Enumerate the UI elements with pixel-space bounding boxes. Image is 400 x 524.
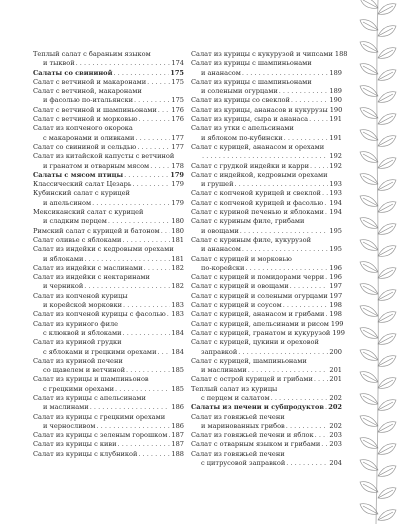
- page-number: 203: [329, 440, 342, 449]
- page-number: 200: [329, 347, 342, 356]
- toc-entry: [33, 171, 184, 180]
- toc-entry-title: Салат с курицей и соусом: [191, 301, 282, 310]
- page-number: 185: [171, 384, 184, 393]
- toc-entry-title-cont: с яблоками и грецкими орехами: [43, 347, 157, 356]
- dot-leader: [144, 264, 171, 273]
- toc-entry-title-cont: и яблоком по-кубински: [201, 133, 283, 142]
- dot-leader: [76, 59, 171, 68]
- toc-entry: [191, 171, 342, 190]
- toc-entry-title-cont: и солеными огурцами: [201, 87, 278, 96]
- toc-entry: [33, 152, 184, 171]
- toc-entry: [191, 199, 342, 208]
- page-number: 198: [329, 310, 342, 319]
- toc-entry-title: Римский салат с курицей и батоном: [33, 226, 160, 235]
- toc-entry: [191, 78, 342, 97]
- toc-entry-title: Салат с острой курицей и грибами: [191, 375, 313, 384]
- toc-entry-title: Салат с отварным языком и грибами: [191, 440, 321, 449]
- page-number: 190: [329, 96, 342, 105]
- dot-leader: [248, 366, 329, 375]
- toc-entry: [33, 413, 184, 432]
- page-number: 201: [329, 366, 342, 375]
- toc-entry-title-cont: со щавелем и ветчиной: [43, 366, 126, 375]
- page-number: 187: [171, 440, 184, 449]
- toc-entry-title: Салат с курицей, гранатом и кукурузой: [191, 328, 331, 337]
- toc-entry: [191, 96, 342, 105]
- toc-entry-title: Салат с курицей, ананасом и орехами: [191, 142, 325, 151]
- page-number: 180: [171, 226, 184, 235]
- toc-entry-title: Салат с курицей, цукини и ореховой: [191, 338, 319, 347]
- toc-entry-title: Салат с ветчиной и макаронами: [33, 77, 147, 86]
- toc-entry: [33, 273, 184, 292]
- toc-entry: [33, 338, 184, 357]
- page-number: 193: [329, 189, 342, 198]
- toc-entry-title-cont: и яблоками: [43, 254, 84, 263]
- dot-leader: [242, 69, 329, 78]
- page-number: 192: [329, 152, 342, 161]
- dot-leader: [158, 106, 171, 115]
- page-number: 186: [171, 421, 184, 430]
- toc-entry-title-cont: с цитрусовой заправкой: [201, 459, 286, 468]
- toc-entry: [33, 50, 184, 69]
- page-number: 199: [332, 328, 345, 337]
- toc-entry: [33, 320, 184, 339]
- toc-entry-title: Мексиканский салат с курицей: [33, 208, 144, 217]
- dot-leader: [137, 143, 170, 152]
- toc-entry-title-cont: и черносливом: [43, 421, 96, 430]
- toc-entry: [191, 357, 342, 376]
- toc-entry-title: Салат из куриного филе: [33, 319, 119, 328]
- toc-entry: [33, 124, 184, 143]
- leaf-shape: [360, 0, 378, 8]
- page-number: 182: [171, 263, 184, 272]
- toc-entry-title: Салат из курицы с клубникой: [33, 449, 138, 458]
- toc-entry: [33, 245, 184, 264]
- toc-entry-title-cont: заправкой: [201, 347, 238, 356]
- page-number: 201: [329, 375, 342, 384]
- toc-entry: [191, 375, 342, 384]
- toc-entry: [191, 328, 345, 338]
- page-number: 202: [329, 421, 342, 430]
- page-number: 189: [329, 68, 342, 77]
- toc-entry-title: Теплый салат из курицы: [191, 384, 278, 393]
- dot-leader: [325, 403, 327, 412]
- toc-entry: [191, 450, 342, 469]
- toc-entry: [191, 440, 342, 449]
- toc-entry-title-cont: по-корейски: [201, 263, 245, 272]
- toc-entry-title-cont: и апельсином: [43, 198, 92, 207]
- toc-entry: [191, 162, 342, 171]
- dot-leader: [108, 217, 171, 226]
- page-number: 179: [170, 170, 184, 179]
- page-number: 191: [329, 133, 342, 142]
- dot-leader: [134, 96, 170, 105]
- dot-leader: [132, 180, 170, 189]
- toc-left-column: [33, 50, 184, 459]
- toc-entry: [33, 180, 184, 189]
- page-number: 175: [171, 77, 184, 86]
- page-number: 176: [171, 105, 184, 114]
- toc-entry: [191, 236, 342, 255]
- toc-entry-title-cont: и черникой: [43, 282, 84, 291]
- toc-entry-title: Салат из индейки с нектаринами: [33, 273, 150, 282]
- dot-leader: [240, 227, 329, 236]
- toc-entry-title: Салат из говяжьей печени и яблок: [191, 431, 314, 440]
- dot-leader: [157, 348, 170, 357]
- dot-leader: [322, 189, 328, 198]
- dot-leader: [291, 96, 329, 105]
- dot-leader: [161, 227, 171, 236]
- toc-entry: [33, 292, 184, 311]
- page-number: 196: [329, 263, 342, 272]
- toc-entry: [33, 87, 184, 106]
- dot-leader: [138, 115, 170, 124]
- toc-entry: [33, 78, 184, 87]
- page-number: 185: [171, 366, 184, 375]
- dot-leader: [271, 394, 329, 403]
- page-number: 181: [171, 254, 184, 263]
- toc-entry: [191, 115, 342, 124]
- page-number: 183: [171, 310, 184, 319]
- dot-leader: [123, 329, 171, 338]
- toc-entry-title: Салат из говяжьей печени: [191, 412, 285, 421]
- page-number: 195: [329, 245, 342, 254]
- page-number: 202: [328, 403, 342, 412]
- toc-entry-title: Салат из курицы с кукурузой и чипсами: [191, 50, 333, 58]
- section-heading: Салаты из печени и субпродуктов: [191, 403, 324, 412]
- page-number: 178: [171, 161, 184, 170]
- toc-entry: [33, 143, 184, 152]
- toc-entry: [191, 273, 342, 282]
- toc-entry: [191, 106, 342, 115]
- toc-entry-title-cont: и ананасом: [201, 245, 241, 254]
- toc-entry: [191, 403, 342, 412]
- dot-leader: [92, 199, 170, 208]
- page-number: 175: [170, 68, 184, 77]
- toc-entry-title-cont: и сладким перцем: [43, 217, 107, 226]
- toc-entry-title: Салат с куриным филе, грибами: [191, 217, 305, 226]
- dot-leader: [234, 180, 328, 189]
- toc-entry-title: Салат с курицей и овощами: [191, 282, 289, 291]
- page-number: 198: [329, 301, 342, 310]
- toc-entry-title: Салат из курицы с киви: [33, 440, 117, 449]
- page-number: 179: [171, 180, 184, 189]
- toc-entry: [191, 338, 342, 357]
- dot-leader: [314, 375, 329, 384]
- toc-entry: [33, 310, 184, 319]
- page-number: 196: [329, 273, 342, 282]
- toc-entry-title: Салат с копченой курицей и свеклой: [191, 189, 321, 198]
- toc-entry: [33, 189, 184, 208]
- toc-entry-title-cont: с макаронами и оливками: [43, 133, 135, 142]
- toc-entry-title: Салат с ветчиной, макаронами: [33, 87, 142, 96]
- dot-leader: [122, 236, 170, 245]
- dot-leader: [286, 459, 328, 468]
- page-number: 174: [171, 59, 184, 68]
- toc-entry-title: Салат из индейки с маслинами: [33, 263, 143, 272]
- toc-entry: [33, 450, 184, 459]
- dot-leader: [325, 273, 328, 282]
- toc-entry: [33, 208, 184, 227]
- toc-entry: [191, 431, 342, 440]
- toc-entry: [191, 292, 342, 301]
- dot-leader: [168, 431, 170, 440]
- dot-leader: [279, 87, 329, 96]
- toc-entry: [33, 394, 184, 413]
- toc-entry-title: Салат из куриной грудки: [33, 338, 122, 347]
- toc-entry-title-cont: и маслинами: [201, 366, 247, 375]
- toc-entry: [191, 189, 342, 198]
- page-number: 179: [171, 198, 184, 207]
- toc-entry-title: Салат с курицей, апельсинами и рисом: [191, 319, 329, 328]
- toc-entry: [191, 310, 342, 319]
- toc-entry-title: Салат с курицей, ананасом и грибами: [191, 310, 325, 319]
- dot-leader: [283, 301, 329, 310]
- dot-leader: [147, 78, 170, 87]
- page-number: 181: [171, 235, 184, 244]
- page-number: 193: [329, 180, 342, 189]
- toc-entry-title: Теплый салат с бараньим языком: [33, 50, 151, 58]
- toc-entry: [33, 357, 184, 376]
- toc-entry: [33, 236, 184, 245]
- dot-leader: [290, 282, 329, 291]
- dot-leader: [202, 152, 328, 161]
- toc-entry-title: Салат из копченой курицы с фасолью: [33, 310, 166, 319]
- toc-entry-title: Салат из курицы со свеклой: [191, 96, 290, 105]
- toc-entry-title: Салат с индейкой, кедровыми орехами: [191, 170, 328, 179]
- page-number: 188: [171, 449, 184, 458]
- toc-entry: [191, 282, 342, 291]
- page-number: 197: [329, 282, 342, 291]
- dot-leader: [286, 422, 329, 431]
- dot-leader: [238, 348, 328, 357]
- toc-entry: [191, 143, 342, 162]
- page-number: 186: [171, 403, 184, 412]
- toc-entry-title: Классический салат Цезарь: [33, 180, 132, 189]
- toc-entry: [191, 50, 348, 59]
- page-number: 180: [171, 217, 184, 226]
- dot-leader: [96, 422, 170, 431]
- page-number: 202: [329, 393, 342, 402]
- toc-entry-title: Салат из курицы с апельсинами: [33, 393, 146, 402]
- toc-entry: [191, 385, 342, 404]
- page-number: 203: [329, 431, 342, 440]
- page-number: 184: [171, 328, 184, 337]
- toc-entry: [191, 413, 342, 432]
- toc-entry-title: Салат из курицы, ананасов и кукурузы: [191, 105, 328, 114]
- toc-entry-title: Салат из говяжьей печени: [191, 449, 285, 458]
- dot-leader: [135, 134, 170, 143]
- page-number: 184: [171, 347, 184, 356]
- section-heading: Салаты с мясом птицы: [33, 170, 124, 179]
- dot-leader: [325, 208, 329, 217]
- toc-entry-title-cont: и овощами: [201, 226, 239, 235]
- dot-leader: [309, 115, 328, 124]
- page-number: 190: [329, 105, 343, 114]
- toc-entry-title: Кубинский салат с курицей: [33, 189, 130, 198]
- toc-entry-title: Салат из курицы, сыра и ананаса: [191, 115, 309, 124]
- toc-entry: [33, 227, 184, 236]
- page-number: 194: [329, 208, 342, 217]
- toc-entry-title: Салат из утки с апельсинами: [191, 124, 294, 133]
- toc-entry: [33, 440, 184, 449]
- page-number: 187: [171, 431, 184, 440]
- dot-leader: [150, 162, 170, 171]
- dot-leader: [315, 431, 329, 440]
- toc-entry: [33, 264, 184, 273]
- dot-leader: [84, 282, 170, 291]
- toc-entry-title-cont: и корейской морковки: [43, 301, 123, 310]
- toc-entry-title: Салат из курицы с шампиньонами: [191, 77, 312, 86]
- toc-entry-title: Салат с курицей и морковью: [191, 254, 292, 263]
- toc-entry-title-cont: и тыквой: [43, 59, 75, 68]
- toc-entry: [191, 255, 342, 274]
- page-number: 204: [329, 459, 342, 468]
- toc-entry-title-cont: с клюквой и яблоками: [43, 328, 122, 337]
- toc-entry-title-cont: и маслинами: [43, 403, 89, 412]
- dot-leader: [123, 301, 170, 310]
- toc-entry-title: Салат с куриной печенью и яблоками: [191, 208, 324, 217]
- toc-entry: [191, 301, 342, 310]
- dot-leader: [126, 366, 170, 375]
- toc-entry: [33, 69, 184, 78]
- dot-leader: [245, 264, 328, 273]
- toc-entry: [33, 431, 184, 440]
- toc-entry-title: Салат с ветчиной и морковью: [33, 115, 138, 124]
- toc-entry-title: Салат из куриной печени: [33, 356, 123, 365]
- page-number: 182: [171, 282, 184, 291]
- dot-leader: [310, 162, 328, 171]
- page-number: 176: [171, 115, 184, 124]
- dot-leader: [324, 199, 328, 208]
- toc-right-column: [191, 50, 348, 468]
- toc-entry-title: Салат оливье с яблоками: [33, 235, 122, 244]
- toc-entry-title: Салат из китайской капусты с ветчиной: [33, 152, 175, 161]
- dot-leader: [118, 440, 171, 449]
- dot-leader: [115, 385, 170, 394]
- toc-entry-title-cont: и гранатом и отварным мясом: [43, 161, 150, 170]
- page-number: 195: [329, 226, 342, 235]
- toc-entry-title: Салат с курицей и помидорами черри: [191, 273, 325, 282]
- toc-entry: [191, 124, 342, 143]
- page-number: 177: [171, 133, 184, 142]
- toc-entry-title: Салат из курицы и шампиньонов: [33, 375, 149, 384]
- toc-entry: [191, 320, 342, 329]
- page-number: 191: [329, 115, 342, 124]
- dot-leader: [284, 134, 329, 143]
- toc-entry: [191, 59, 342, 78]
- toc-entry-title: Салат из копченого окорока: [33, 124, 133, 133]
- toc-entry-title-cont: и фасолью по-итальянски: [43, 96, 133, 105]
- dot-leader: [321, 440, 328, 449]
- toc-entry-title: Салат из индейки с кедровыми орехами: [33, 245, 174, 254]
- dot-leader: [90, 403, 171, 412]
- dot-leader: [325, 310, 328, 319]
- page-number: 189: [329, 87, 342, 96]
- toc-entry-title-cont: и ананасом: [201, 68, 241, 77]
- toc-entry-title: Салат с курицей, шампиньонами: [191, 356, 307, 365]
- page-number: 175: [171, 96, 184, 105]
- page-number: 194: [329, 198, 342, 207]
- leaf-ornament: [348, 0, 400, 524]
- dot-leader: [242, 245, 329, 254]
- toc-entry-title-cont: с грецкими орехами: [43, 384, 115, 393]
- page-number: 199: [330, 319, 344, 328]
- dot-leader: [113, 69, 169, 78]
- toc-entry-title-cont: с перцем и салатом: [201, 393, 270, 402]
- dot-leader: [138, 450, 170, 459]
- page-number: 183: [171, 301, 184, 310]
- page-number: 197: [329, 291, 343, 300]
- toc-entry: [33, 115, 184, 124]
- toc-entry: [33, 375, 184, 394]
- dot-leader: [124, 171, 169, 180]
- toc-entry: [191, 208, 342, 217]
- toc-entry-title: Салат с куриным филе, кукурузой: [191, 235, 312, 244]
- page-number: 177: [171, 142, 184, 151]
- toc-entry-title: Салат с курицей и солеными огурцами: [191, 291, 328, 300]
- toc-entry-title: Салат со свининой и сельдью: [33, 142, 137, 151]
- page-number: 192: [329, 161, 342, 170]
- toc-entry-title: Салат с копченой курицей и фасолью: [191, 198, 324, 207]
- toc-entry-title: Салат из курицы с шампиньонами: [191, 59, 312, 68]
- toc-entry-title: Салат из курицы с грецкими орехами: [33, 412, 166, 421]
- toc-entry-title: Салат с грудкой индейки и карри: [191, 161, 309, 170]
- toc-entry: [33, 106, 184, 115]
- toc-entry: [191, 217, 342, 236]
- section-heading: Салаты со свининой: [33, 68, 113, 77]
- toc-entry-title: Салат с ветчиной и шампиньонами: [33, 105, 157, 114]
- toc-entry-title-cont: и грушей: [201, 180, 234, 189]
- dot-leader: [84, 255, 170, 264]
- toc-entry-title: Салат из копченой курицы: [33, 291, 128, 300]
- page-number: 188: [334, 50, 348, 58]
- toc-entry-title: Салат из курицы с зеленым горошком: [33, 431, 168, 440]
- toc-entry-title-cont: и маринованных грибов: [201, 421, 285, 430]
- dot-leader: [167, 310, 171, 319]
